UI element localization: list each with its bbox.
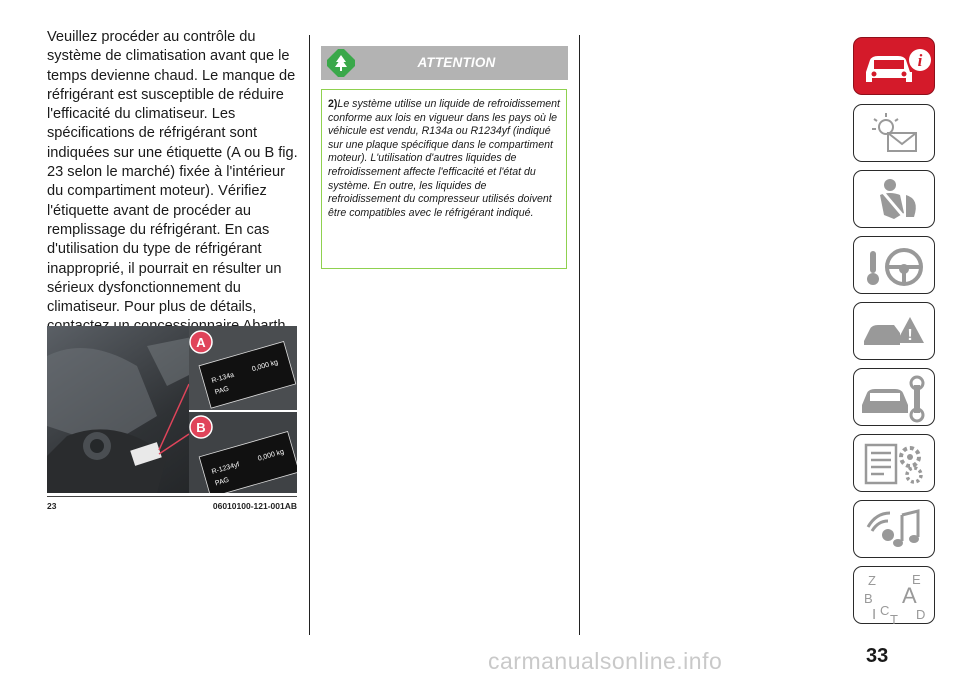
seat-belt-icon [854, 171, 936, 229]
svg-text:R-134a: R-134a [210, 371, 235, 385]
multimedia-icon [854, 501, 936, 559]
maintenance-icon [854, 369, 936, 427]
safety-tab[interactable] [853, 170, 935, 228]
body-text: Veuillez procéder au contrôle du système de climatisation avant que le temps devienne chaud. Le manque de réfrigérant est susceptible de réduire l'efficacité du climatiseur. Les spécifications de réfrigérant sont indiquées sur une étiquette (A ou B fig. 23 selon le marché) fixée à l'intérieur du compartiment moteur). Vérifiez l'étiquette avant de procéder au remplissage du réfrigérant. En cas d'utilisation du type de réfrigérant inapproprié, il pourrait en résulter un sérieux dysfonctionnement du climatiseur. Pour plus de détails, [47, 29, 298, 316]
watermark: carmanualsonline.info [488, 648, 723, 674]
column-divider [579, 35, 580, 635]
svg-text:T: T [890, 612, 898, 625]
figure-number: 23 [47, 501, 57, 511]
svg-text:R-1234yf: R-1234yf [211, 461, 241, 476]
technical-data-icon [854, 435, 936, 493]
index-tab[interactable] [853, 566, 935, 624]
warning-lights-icon [854, 105, 936, 163]
figure-photo [47, 326, 297, 493]
attention-title: ATTENTION [417, 55, 496, 70]
figure-code: 06010100-121-001AB [212, 501, 297, 511]
svg-text:C: C [880, 603, 890, 618]
svg-text:i: i [917, 51, 923, 70]
maintenance-tab[interactable] [853, 368, 935, 426]
attention-header [321, 46, 568, 80]
attention-box [321, 89, 567, 269]
svg-text:D: D [916, 607, 926, 622]
page-number: 33 [866, 645, 889, 667]
svg-text:E: E [912, 572, 921, 587]
figure-caption [47, 496, 297, 511]
svg-text:B: B [196, 420, 206, 435]
starting-driving-tab[interactable] [853, 236, 935, 294]
svg-text:PAG: PAG [214, 385, 230, 397]
attention-ref: 2) [328, 98, 338, 110]
engine-bay-photo [47, 326, 297, 493]
attention-text: Le système utilise un liquide de refroidissement conforme aux lois en vigueur dans les pays où le véhicule est vendu, R134a ou R1234yf (indiqué sur une plaque spécifique dans le compartiment moteur). L'utilisation d'autres liquides de refroidissement affecte l'efficacité et l'état du système. En outre, les liquides de refroidissement du compresseur utilisés doivent être compatibles avec le réfrigérant indiqué. [328, 98, 561, 219]
technical-data-tab[interactable] [853, 434, 935, 492]
svg-text:B: B [864, 591, 873, 606]
svg-text:I: I [872, 606, 877, 623]
emergency-icon [854, 303, 936, 361]
svg-text:0,000 kg: 0,000 kg [257, 448, 285, 463]
car-info-icon [854, 38, 936, 96]
steering-wheel-icon [854, 237, 936, 295]
index-icon [854, 567, 936, 625]
svg-text:A: A [902, 583, 917, 608]
car-info-tab[interactable] [853, 37, 935, 95]
warning-lights-tab[interactable] [853, 104, 935, 162]
svg-text:A: A [196, 335, 206, 350]
svg-text:PAG: PAG [214, 476, 230, 488]
svg-text:!: ! [907, 327, 913, 344]
svg-text:Z: Z [868, 573, 876, 588]
column-divider [309, 35, 310, 635]
attention-paragraph [328, 98, 560, 220]
multimedia-tab[interactable] [853, 500, 935, 558]
svg-text:0,000 kg: 0,000 kg [251, 359, 279, 374]
emergency-tab[interactable] [853, 302, 935, 360]
